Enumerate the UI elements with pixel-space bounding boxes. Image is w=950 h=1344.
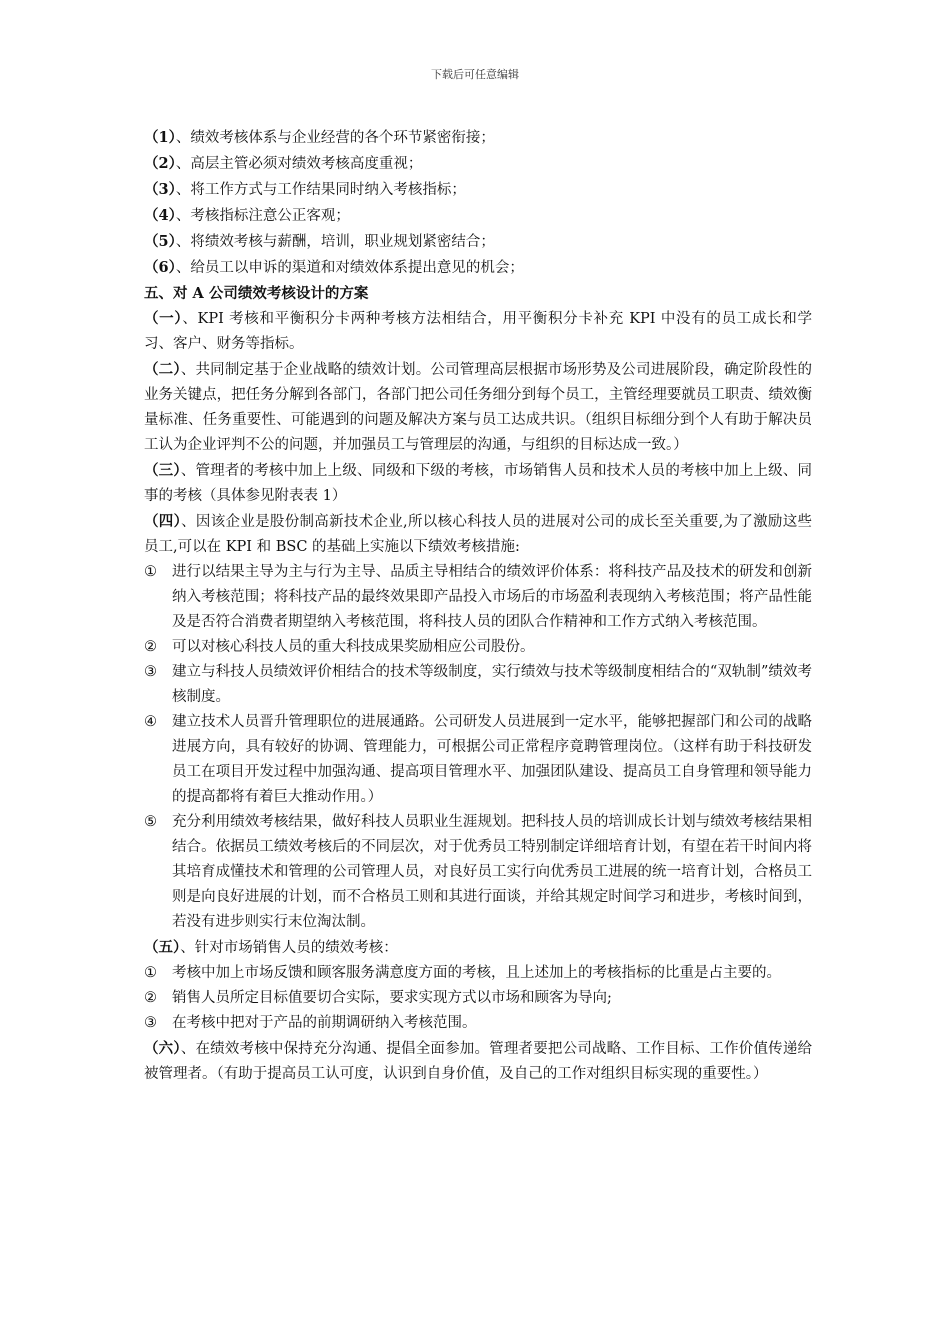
item-text: 可以对核心科技人员的重大科技成果奖励相应公司股份。 <box>172 639 535 655</box>
list-item-marker: （5） <box>144 233 176 250</box>
paragraph-text: 、针对市场销售人员的绩效考核： <box>180 940 398 956</box>
item-number: ⑤ <box>144 814 157 830</box>
page-header: 下载后可任意编辑 <box>431 68 519 81</box>
item-number: ② <box>144 990 157 1006</box>
item-text: 建立技术人员晋升管理职位的进展通路。公司研发人员进展到一定水平，能够把握部门和公司的战略进展方向，具有较好的协调、管理能力，可根据公司正常程序竟聘管理岗位。（这样有助于科技研发员工在项目开发过程中加强沟通、提高项目管理水平、加强团队建设、提高员工自身管理和领导能力的提高都将有着巨大推动作用。） <box>172 714 812 805</box>
list-item-marker: （6） <box>144 259 176 276</box>
item-number: ① <box>144 564 157 580</box>
numbered-item <box>144 961 812 986</box>
list-item <box>144 255 812 281</box>
item-text: 考核中加上市场反馈和顾客服务满意度方面的考核，且上述加上的考核指标的比重是占主要的。 <box>172 965 781 981</box>
list-item-text: 、将工作方式与工作结果同时纳入考核指标； <box>175 182 466 198</box>
paragraph-marker: （四） <box>144 513 182 530</box>
paragraph-text: 、在绩效考核中保持充分沟通、提倡全面参加。管理者要把公司战略、工作目标、工作价值传递给被管理者。（有助于提高员工认可度，认识到自身价值，及自己的工作对组织目标实现的重要性。） <box>144 1041 813 1082</box>
numbered-item <box>144 1011 812 1036</box>
list-item <box>144 151 812 177</box>
paragraph-text: 、管理者的考核中加上上级、同级和下级的考核，市场销售人员和技术人员的考核中加上上级、同事的考核（具体参见附表表 1） <box>144 463 813 504</box>
paragraph-marker: （五） <box>144 939 181 956</box>
document-body <box>144 125 812 1087</box>
item-text: 进行以结果主导为主与行为主导、品质主导相结合的绩效评价体系：将科技产品及技术的研发和创新纳入考核范围；将科技产品的最终效果即产品投入市场后的市场盈利表现纳入考核范围；将产品性能及是否符合消费者期望纳入考核范围，将科技人员的团队合作精神和工作方式纳入考核范围。 <box>172 564 812 630</box>
numbered-item <box>144 810 812 935</box>
list-item-text: 、考核指标注意公正客观； <box>175 208 350 224</box>
paragraph-marker: （二） <box>144 361 181 378</box>
numbered-item <box>144 560 812 635</box>
paragraph-4 <box>144 509 812 560</box>
item-text: 建立与科技人员绩效评价相结合的技术等级制度，实行绩效与技术等级制度相结合的“双轨制”绩效考核制度。 <box>172 664 812 705</box>
list-item-text: 、给员工以申诉的渠道和对绩效体系提出意见的机会； <box>175 260 524 276</box>
numbered-item <box>144 986 812 1011</box>
item-number: ③ <box>144 664 157 680</box>
list-item-text: 、高层主管必须对绩效考核高度重视； <box>175 156 423 172</box>
paragraph-1 <box>144 306 812 357</box>
list-item-text: 、将绩效考核与薪酬，培训，职业规划紧密结合； <box>175 234 495 250</box>
paragraph-marker: （三） <box>144 462 181 479</box>
list-item <box>144 177 812 203</box>
section-heading: 五、对 A 公司绩效考核设计的方案 <box>144 285 369 302</box>
paragraph-5 <box>144 935 812 961</box>
list-item-text: 、绩效考核体系与企业经营的各个环节紧密衔接； <box>175 130 495 146</box>
paragraph-marker: （一） <box>144 310 183 327</box>
item-number: ② <box>144 639 157 655</box>
paragraph-3 <box>144 458 812 509</box>
list-item-marker: （2） <box>144 155 176 172</box>
list-item <box>144 203 812 229</box>
list-item-marker: （4） <box>144 207 176 224</box>
list-item <box>144 125 812 151</box>
list-item-marker: （3） <box>144 181 176 198</box>
item-text: 销售人员所定目标值要切合实际，要求实现方式以市场和顾客为导向; <box>172 990 612 1006</box>
paragraph-text: 、因该企业是股份制高新技术企业,所以核心科技人员的进展对公司的成长至关重要,为了激励这些员工,可以在 KPI 和 BSC 的基础上实施以下绩效考核措施: <box>144 514 813 555</box>
paragraph-2 <box>144 357 812 458</box>
item-text: 充分利用绩效考核结果，做好科技人员职业生涯规划。把科技人员的培训成长计划与绩效考核结果相结合。依据员工绩效考核后的不同层次，对于优秀员工特别制定详细培育计划，有望在若干时间内将其培育成懂技术和管理的公司管理人员，对良好员工实行向优秀员工进展的统一培育计划，合格员工则是向良好进展的计划，而不合格员工则和其进行面谈，并给其规定时间学习和进步，考核时间到，若没有进步则实行末位淘汰制。 <box>172 814 812 930</box>
numbered-item <box>144 710 812 810</box>
paragraph-text: 、KPI 考核和平衡积分卡两种考核方法相结合，用平衡积分卡补充 KPI 中没有的员工成长和学习、客户、财务等指标。 <box>144 311 812 352</box>
item-number: ① <box>144 965 157 981</box>
paragraph-6 <box>144 1036 812 1087</box>
item-text: 在考核中把对于产品的前期调研纳入考核范围。 <box>172 1015 477 1031</box>
item-number: ④ <box>144 714 157 730</box>
numbered-item <box>144 660 812 710</box>
list-item-marker: （1） <box>144 129 176 146</box>
paragraph-text: 、共同制定基于企业战略的绩效计划。公司管理高层根据市场形势及公司进展阶段，确定阶段性的业务关键点，把任务分解到各部门，各部门把公司任务细分到每个员工，主管经理要就员工职责、绩效衡量标准、任务重要性、可能遇到的问题及解决方案与员工达成共识。（组织目标细分到个人有助于解决员工认为企业评判不公的问题，并加强员工与管理层的沟通，与组织的目标达成一致。） <box>144 362 813 453</box>
item-number: ③ <box>144 1015 157 1031</box>
paragraph-marker: （六） <box>144 1040 181 1057</box>
list-item <box>144 229 812 255</box>
numbered-item <box>144 635 812 660</box>
